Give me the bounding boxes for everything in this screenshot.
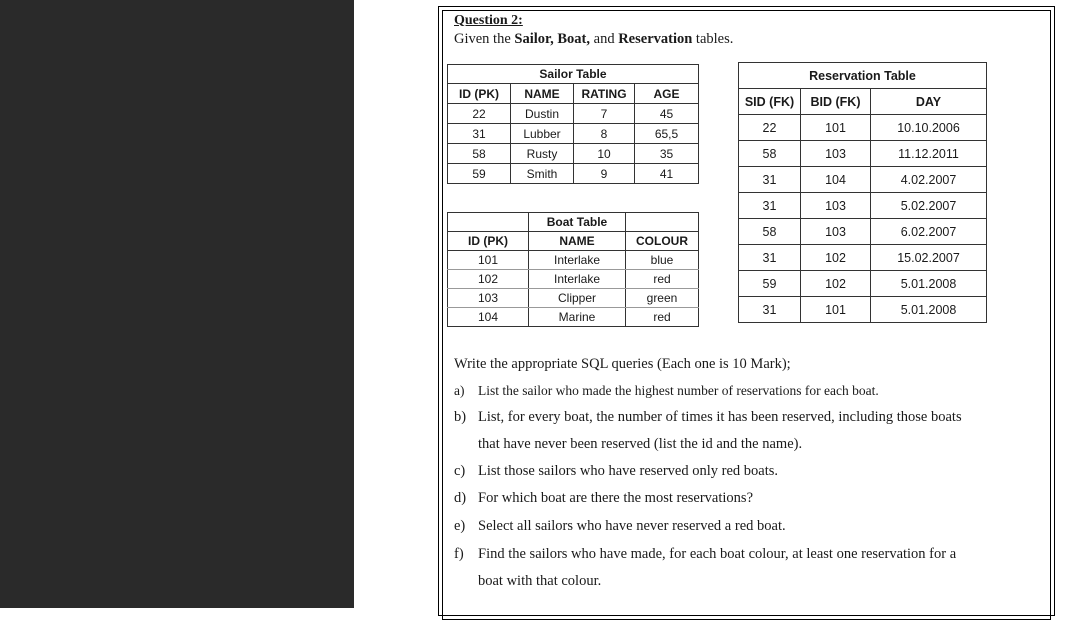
table-cell: 22 xyxy=(448,104,511,124)
table-cell: Interlake xyxy=(529,270,626,289)
table-row xyxy=(448,104,699,124)
table-row xyxy=(739,245,987,271)
table-cell: 10 xyxy=(574,144,635,164)
table-row xyxy=(739,271,987,297)
table-row xyxy=(448,270,699,289)
instructions-text: Write the appropriate SQL queries (Each one is 10 Mark); xyxy=(454,356,791,372)
sailor-header-name: NAME xyxy=(511,84,574,104)
table-cell: 31 xyxy=(739,245,801,271)
table-cell: 10.10.2006 xyxy=(871,115,987,141)
table-cell: 15.02.2007 xyxy=(871,245,987,271)
table-cell: 103 xyxy=(801,193,871,219)
reservation-table-caption: Reservation Table xyxy=(739,63,987,89)
table-cell: 4.02.2007 xyxy=(871,167,987,193)
table-row xyxy=(739,141,987,167)
table-cell: Smith xyxy=(511,164,574,184)
table-cell: 101 xyxy=(448,251,529,270)
reservation-table xyxy=(738,62,987,323)
sailor-table-caption: Sailor Table xyxy=(448,65,699,84)
table-cell: 9 xyxy=(574,164,635,184)
table-cell: Dustin xyxy=(511,104,574,124)
question-intro: Given the Sailor, Boat, and Reservation tables. xyxy=(454,31,734,47)
table-cell: 102 xyxy=(801,245,871,271)
table-cell: 101 xyxy=(801,115,871,141)
boat-table-caption: Boat Table xyxy=(529,213,626,232)
table-cell: 59 xyxy=(448,164,511,184)
table-cell: Clipper xyxy=(529,289,626,308)
boat-header-id: ID (PK) xyxy=(448,232,529,251)
table-cell: 104 xyxy=(801,167,871,193)
table-cell: 58 xyxy=(739,219,801,245)
table-cell: 8 xyxy=(574,124,635,144)
table-cell: 22 xyxy=(739,115,801,141)
sailor-table xyxy=(447,64,699,184)
table-cell: 5.01.2008 xyxy=(871,271,987,297)
table-cell: 5.01.2008 xyxy=(871,297,987,323)
table-cell: 41 xyxy=(635,164,699,184)
table-cell: 31 xyxy=(739,167,801,193)
table-cell: 59 xyxy=(739,271,801,297)
table-cell: Interlake xyxy=(529,251,626,270)
table-row xyxy=(739,219,987,245)
table-cell: red xyxy=(653,310,671,324)
table-row xyxy=(739,193,987,219)
table-cell: 58 xyxy=(448,144,511,164)
table-cell: 35 xyxy=(635,144,699,164)
table-row xyxy=(448,308,699,327)
table-cell: 65,5 xyxy=(635,124,699,144)
boat-table xyxy=(447,212,699,327)
reservation-header-sid: SID (FK) xyxy=(739,89,801,115)
table-cell: Lubber xyxy=(511,124,574,144)
table-cell: 5.02.2007 xyxy=(871,193,987,219)
table-row xyxy=(448,251,699,270)
reservation-header-bid: BID (FK) xyxy=(801,89,871,115)
question-title: Question 2: xyxy=(454,13,523,28)
table-cell: 103 xyxy=(801,219,871,245)
reservation-header-day: DAY xyxy=(871,89,987,115)
table-cell: Rusty xyxy=(511,144,574,164)
sailor-header-id: ID (PK) xyxy=(448,84,511,104)
table-cell: 31 xyxy=(448,124,511,144)
table-row xyxy=(448,124,699,144)
table-row xyxy=(739,167,987,193)
boat-header-name: NAME xyxy=(529,232,626,251)
table-cell: red xyxy=(626,270,699,289)
table-cell: 7 xyxy=(574,104,635,124)
table-cell: 31 xyxy=(739,193,801,219)
sailor-header-age: AGE xyxy=(635,84,699,104)
table-cell: 11.12.2011 xyxy=(871,141,987,167)
table-cell: 58 xyxy=(739,141,801,167)
table-row xyxy=(739,297,987,323)
table-row xyxy=(448,164,699,184)
table-cell: 102 xyxy=(801,271,871,297)
table-row xyxy=(448,289,699,308)
boat-header-colour: COLOUR xyxy=(626,232,699,251)
table-row xyxy=(448,144,699,164)
table-cell: 102 xyxy=(448,270,529,289)
left-dark-pane xyxy=(0,0,354,608)
table-cell: 103 xyxy=(801,141,871,167)
table-cell: 31 xyxy=(739,297,801,323)
sailor-header-rating: RATING xyxy=(574,84,635,104)
table-cell: 101 xyxy=(801,297,871,323)
table-cell: 103 xyxy=(448,289,529,308)
table-cell: Marine xyxy=(529,308,626,327)
table-cell: blue xyxy=(626,251,699,270)
table-cell: 104 xyxy=(448,308,529,327)
table-cell: 45 xyxy=(635,104,699,124)
table-row xyxy=(739,115,987,141)
table-cell: green xyxy=(626,289,699,308)
table-cell: 6.02.2007 xyxy=(871,219,987,245)
